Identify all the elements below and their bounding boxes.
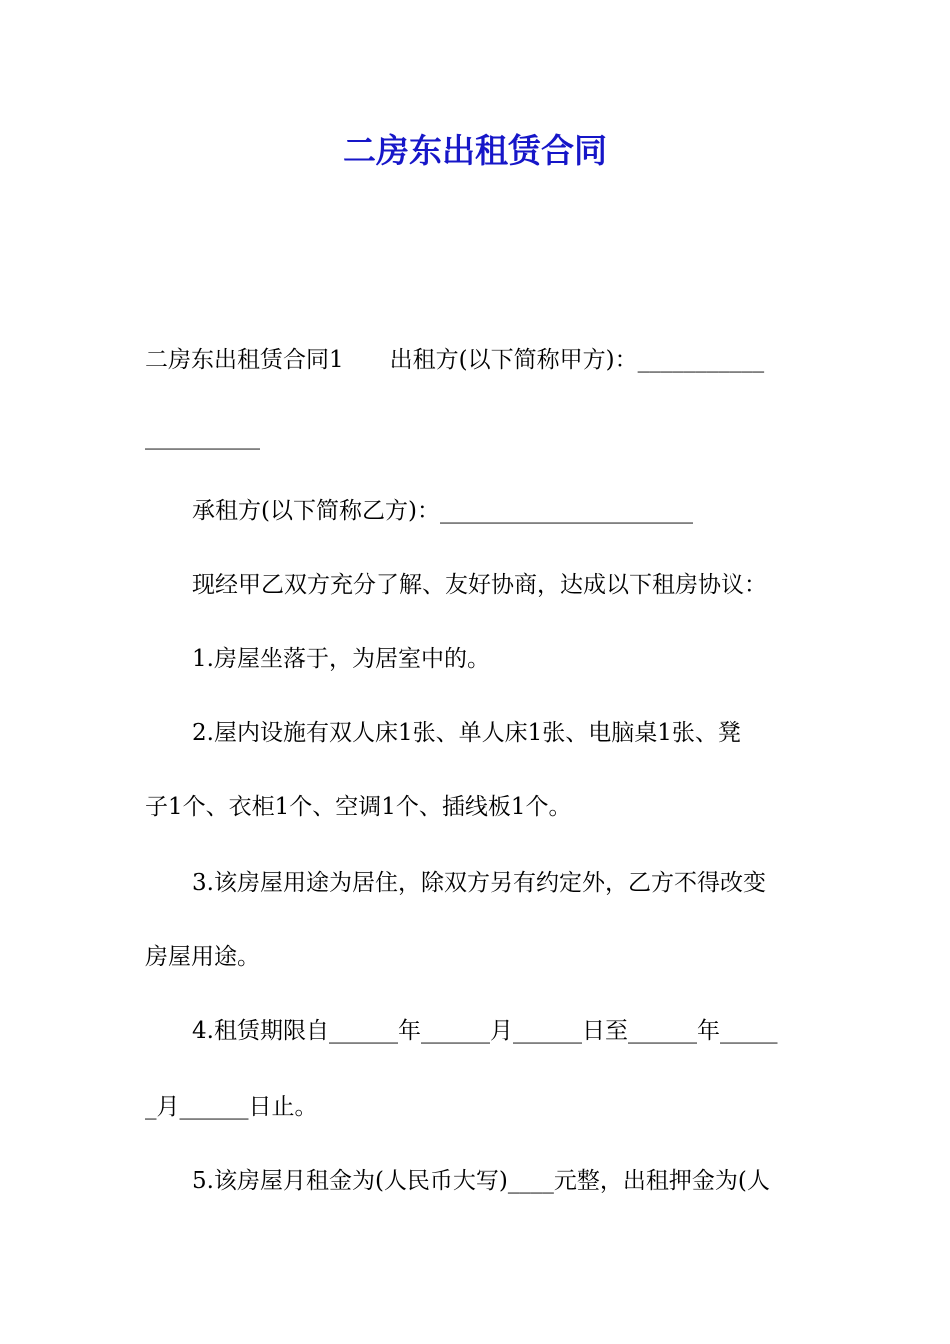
contract-clause-1: 1.房屋坐落于，为居室中的。 xyxy=(192,646,490,672)
contract-clause-3-cont: 房屋用途。 xyxy=(145,944,260,970)
contract-clause-2: 2.屋内设施有双人床1张、单人床1张、电脑桌1张、凳 xyxy=(192,720,741,746)
contract-clause-2-cont: 子1个、衣柜1个、空调1个、插线板1个。 xyxy=(145,794,572,820)
contract-line-lessor-cont: __________ xyxy=(145,424,260,450)
contract-clause-4-cont: _月______日止。 xyxy=(145,1094,318,1120)
contract-line-preamble: 现经甲乙双方充分了解、友好协商，达成以下租房协议： xyxy=(192,572,767,598)
document-title: 二房东出租赁合同 xyxy=(343,131,607,170)
contract-clause-5: 5.该房屋月租金为(人民币大写)____元整，出租押金为(人 xyxy=(192,1168,770,1194)
contract-clause-3: 3.该房屋用途为居住，除双方另有约定外，乙方不得改变 xyxy=(192,870,766,896)
contract-line-lessor: 二房东出租赁合同1 出租方(以下简称甲方)：___________ xyxy=(145,347,765,373)
contract-clause-4: 4.租赁期限自______年______月______日至______年_____ xyxy=(192,1018,778,1044)
contract-line-lessee: 承租方(以下简称乙方)：______________________ xyxy=(192,498,693,524)
